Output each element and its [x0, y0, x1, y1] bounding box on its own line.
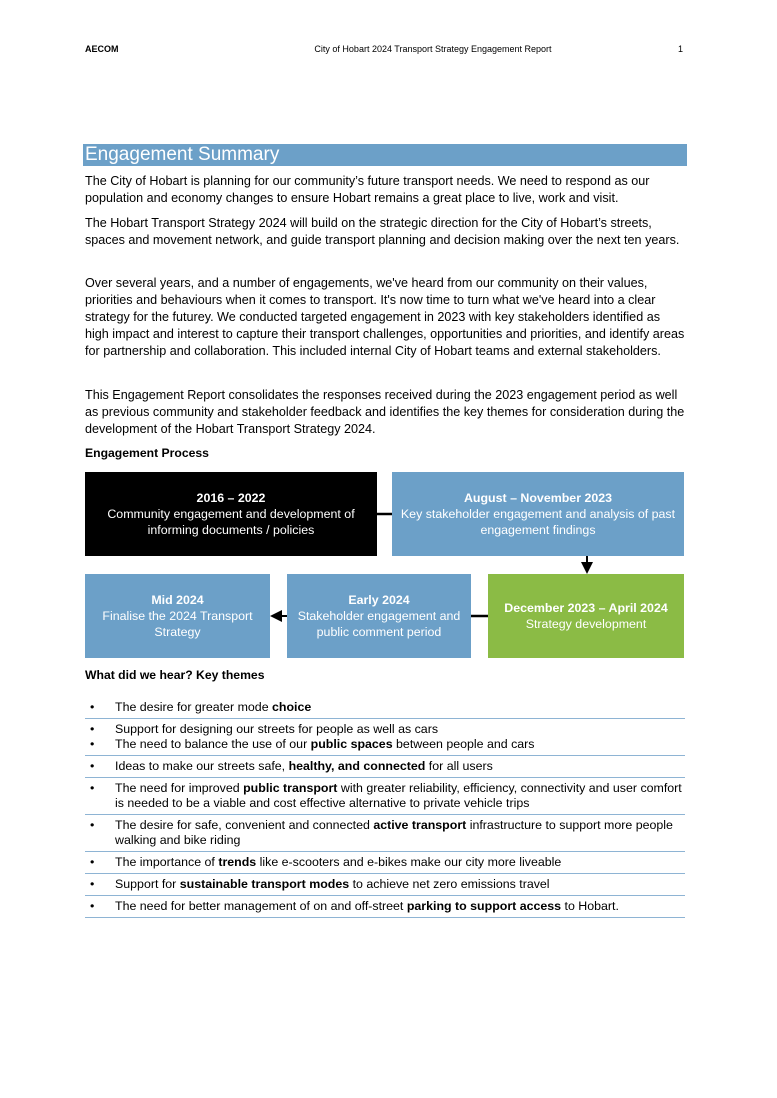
- process-step-title: August – November 2023: [463, 491, 613, 505]
- theme-keyword: sustainable transport modes: [179, 877, 350, 891]
- theme-item: [85, 778, 685, 815]
- process-step-text: Stakeholder engagement and public comment period: [297, 609, 461, 639]
- theme-keyword: public transport: [243, 781, 338, 795]
- theme-bullet: [85, 781, 685, 811]
- theme-keyword: choice: [272, 700, 312, 714]
- theme-item: [85, 697, 685, 719]
- theme-bullet: [85, 877, 685, 892]
- process-step-title: Early 2024: [348, 593, 410, 607]
- theme-text: The desire for greater mode: [115, 700, 273, 714]
- theme-bullet: [85, 700, 685, 715]
- process-step-text: Finalise the 2024 Transport Strategy: [102, 609, 253, 639]
- section-title: Engagement Summary: [83, 144, 687, 166]
- process-step-title: December 2023 – April 2024: [504, 601, 668, 615]
- process-step-text: Community engagement and development of informing documents / policies: [107, 507, 355, 537]
- theme-keyword: parking to support access: [406, 899, 562, 913]
- theme-keyword: public spaces: [310, 737, 393, 751]
- theme-text: between people and cars: [392, 737, 535, 751]
- paragraph-strategy: The Hobart Transport Strategy 2024 will build on the strategic direction for the City of Hobart’s streets, spaces and movement network, and guide transport planning and decision making over the next ten years.: [85, 216, 680, 247]
- theme-keyword: active transport: [373, 818, 467, 832]
- theme-text: to achieve net zero emissions travel: [349, 877, 550, 891]
- header-company: AECOM: [85, 44, 119, 54]
- theme-bullet: [85, 722, 685, 737]
- theme-item: [85, 815, 685, 852]
- process-step-title: 2016 – 2022: [196, 491, 266, 505]
- process-step-text: Key stakeholder engagement and analysis of past engagement findings: [400, 507, 676, 537]
- theme-text: The importance of: [115, 855, 219, 869]
- theme-bullet: [85, 818, 685, 848]
- theme-bullet: [85, 855, 685, 870]
- theme-keyword: healthy, and connected: [288, 759, 426, 773]
- theme-text: The need for better management of on and off-street: [115, 899, 407, 913]
- paragraph-engagement: Over several years, and a number of engagements, we've heard from our community on their values, priorities and behaviours when it comes to transport. It's now time to turn what we've heard into a clear strategy for the futurey. We conducted targeted engagement in 2023 with key stakeholders identified as high impact and interest to capture their transport challenges, opportunities and priorities, and identify areas for partnership and collaboration. This included internal City of Hobart teams and external stakeholders.: [85, 276, 685, 358]
- theme-item: [85, 719, 685, 756]
- theme-item: [85, 852, 685, 874]
- theme-text: with greater reliability, efficiency, connectivity and user comfort is needed to be a viable and cost effective alternative to private vehicle trips: [115, 781, 682, 810]
- paragraph-intro: The City of Hobart is planning for our community’s future transport needs. We need to respond as our population and economy changes to ensure Hobart remains a great place to live, work and visit.: [85, 174, 650, 205]
- process-heading: Engagement Process: [85, 446, 209, 460]
- theme-text: to Hobart.: [561, 899, 619, 913]
- theme-text: Ideas to make our streets safe,: [115, 759, 289, 773]
- theme-text: for all users: [425, 759, 493, 773]
- process-step-title: Mid 2024: [151, 593, 204, 607]
- themes-heading: What did we hear? Key themes: [85, 668, 265, 682]
- paragraph-report: This Engagement Report consolidates the responses received during the 2023 engagement period as well as previous community and stakeholder feedback and identifies the key themes for consideration during the development of the Hobart Transport Strategy 2024.: [85, 388, 685, 436]
- theme-item: [85, 756, 685, 778]
- theme-item: [85, 896, 685, 918]
- theme-text: The desire for safe, convenient and connected: [115, 818, 374, 832]
- theme-bullet: [85, 899, 685, 914]
- theme-bullet: [85, 759, 685, 774]
- theme-keyword: trends: [218, 855, 257, 869]
- header-title: City of Hobart 2024 Transport Strategy Engagement Report: [314, 44, 552, 54]
- theme-text: Support for designing our streets for people as well as cars: [115, 722, 439, 736]
- theme-bullet: [85, 737, 685, 752]
- theme-text: The need for improved: [115, 781, 244, 795]
- theme-item: [85, 874, 685, 896]
- page-number: 1: [678, 44, 684, 54]
- theme-text: The need to balance the use of our: [115, 737, 311, 751]
- theme-text: Support for: [115, 877, 180, 891]
- themes-list: [85, 697, 685, 918]
- theme-text: like e-scooters and e-bikes make our city more liveable: [256, 855, 562, 869]
- process-step-text: Strategy development: [525, 617, 647, 631]
- theme-text: infrastructure to support more people walking and bike riding: [115, 818, 673, 847]
